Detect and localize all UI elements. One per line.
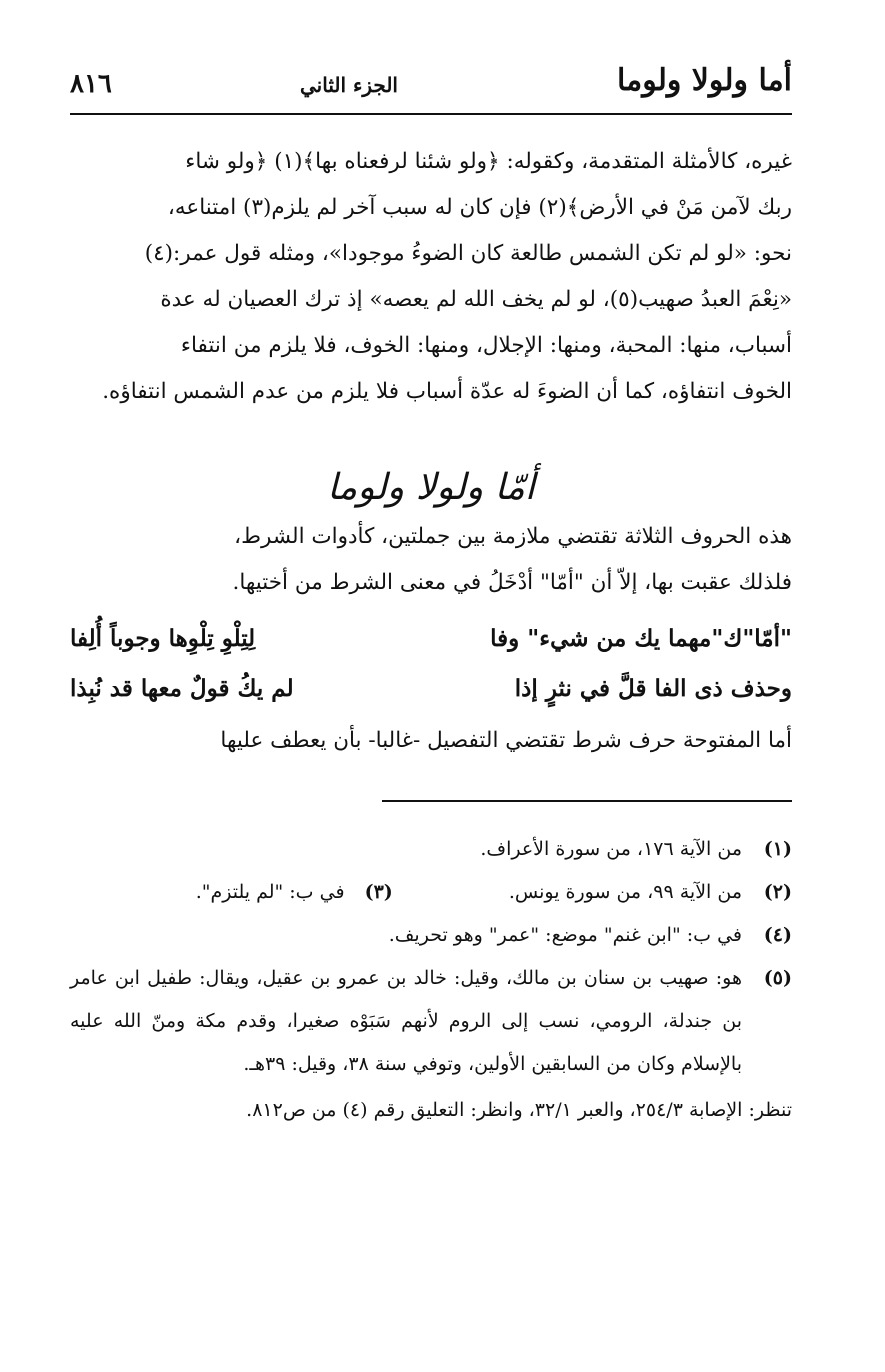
footnote — [70, 871, 792, 914]
body-line: «نِعْمَ العبدُ صهيب(٥)، لو لم يخف الله لم يعصه» إذ ترك العصيان له عدة — [160, 287, 792, 312]
intro-line: هذه الحروف الثلاثة تقتضي ملازمة بين جملتين، كأدوات الشرط، — [234, 524, 792, 549]
footnote-text: هو: صهيب بن سنان بن مالك، وقيل: خالد بن عمرو بن عقيل، ويقال: طفيل ابن عامر بن جندلة، الرومي، نسب إلى الروم لأنهم سَبَوْه صغيرا، وقدم مكة ومنّ الله عليه بالإسلام وكان من السابقين الأولين، وتوفي سنة ٣٨، وقيل: ٣٩هـ. — [70, 967, 742, 1075]
body-line: الخوف انتفاؤه، كما أن الضوءَ له عدّة أسباب فلا يلزم من عدم الشمس انتفاؤه. — [102, 379, 792, 404]
intro-line: فلذلك عقبت بها، إلاّ أن "أمّا" أدْخَلُ في معنى الشرط من أختيها. — [232, 570, 792, 595]
verse-first-hemistich: وحذف ذى الفا قلَّ في نثرٍ إذا — [514, 675, 792, 702]
footnote — [70, 828, 792, 871]
footnote-text-main: من الآية ٩٩، من سورة يونس. — [508, 881, 742, 903]
footnote-text: من الآية ١٧٦، من سورة الأعراف. — [480, 838, 742, 860]
part-label: الجزء الثاني — [300, 73, 398, 97]
section-intro — [70, 514, 792, 606]
references-line: تنظر: الإصابة ٢٥٤/٣، والعبر ٣٢/١، وانظر: التعليق رقم (٤) من ص٨١٢. — [246, 1099, 792, 1121]
body-line: ربك لآمن مَنْ في الأرض﴾(٢) فإن كان له سبب آخر لم يلزم(٣) امتناعه، — [167, 195, 792, 220]
verse-row — [70, 664, 792, 714]
book-page — [70, 55, 792, 1335]
footnote-inline — [196, 881, 393, 903]
poetry-verse — [70, 614, 792, 714]
footnote-divider — [382, 800, 792, 802]
section-heading: أمّا ولولا ولوما — [327, 467, 535, 508]
page-number: ٨١٦ — [70, 69, 112, 99]
chapter-title: أما ولولا ولوما — [616, 63, 792, 98]
footnote-text — [70, 871, 742, 914]
footnote — [70, 957, 792, 1086]
footnote-text: في ب: "ابن غنم" موضع: "عمر" وهو تحريف. — [388, 924, 742, 946]
footnote-number: (١) — [763, 838, 792, 860]
verse-first-hemistich: "أمّا"ك"مهما يك من شيء" وفا — [490, 625, 792, 652]
footnote-number: (٤) — [763, 924, 792, 946]
body-line: أما المفتوحة حرف شرط تقتضي التفصيل -غالبا- بأن يعطف عليها — [220, 728, 792, 753]
footnote — [70, 914, 792, 957]
verse-row — [70, 614, 792, 664]
body-line: غيره، كالأمثلة المتقدمة، وكقوله: ﴿ولو شئنا لرفعناه بها﴾(١) ﴿ولو شاء — [185, 149, 792, 174]
body-line: نحو: «لو لم تكن الشمس طالعة كان الضوءُ موجودا»، ومثله قول عمر:(٤) — [144, 241, 792, 266]
footnote-number: (٥) — [763, 967, 792, 989]
footnote-number: (٣) — [364, 881, 393, 903]
verse-second-hemistich: لِتِلْوِ تِلْوِها وجوباً أُلِفا — [70, 625, 256, 652]
footnote-text-inline: في ب: "لم يلتزم". — [195, 881, 345, 903]
footnotes — [70, 828, 792, 1086]
verse-second-hemistich: لم يكُ قولٌ معها قد نُبِذا — [70, 675, 294, 702]
body-line: أسباب، منها: المحبة، ومنها: الإجلال، ومنها: الخوف، فلا يلزم من انتفاء — [180, 333, 792, 358]
footnote-number: (٢) — [763, 881, 792, 903]
body-text — [70, 139, 792, 415]
page-header — [70, 55, 792, 115]
